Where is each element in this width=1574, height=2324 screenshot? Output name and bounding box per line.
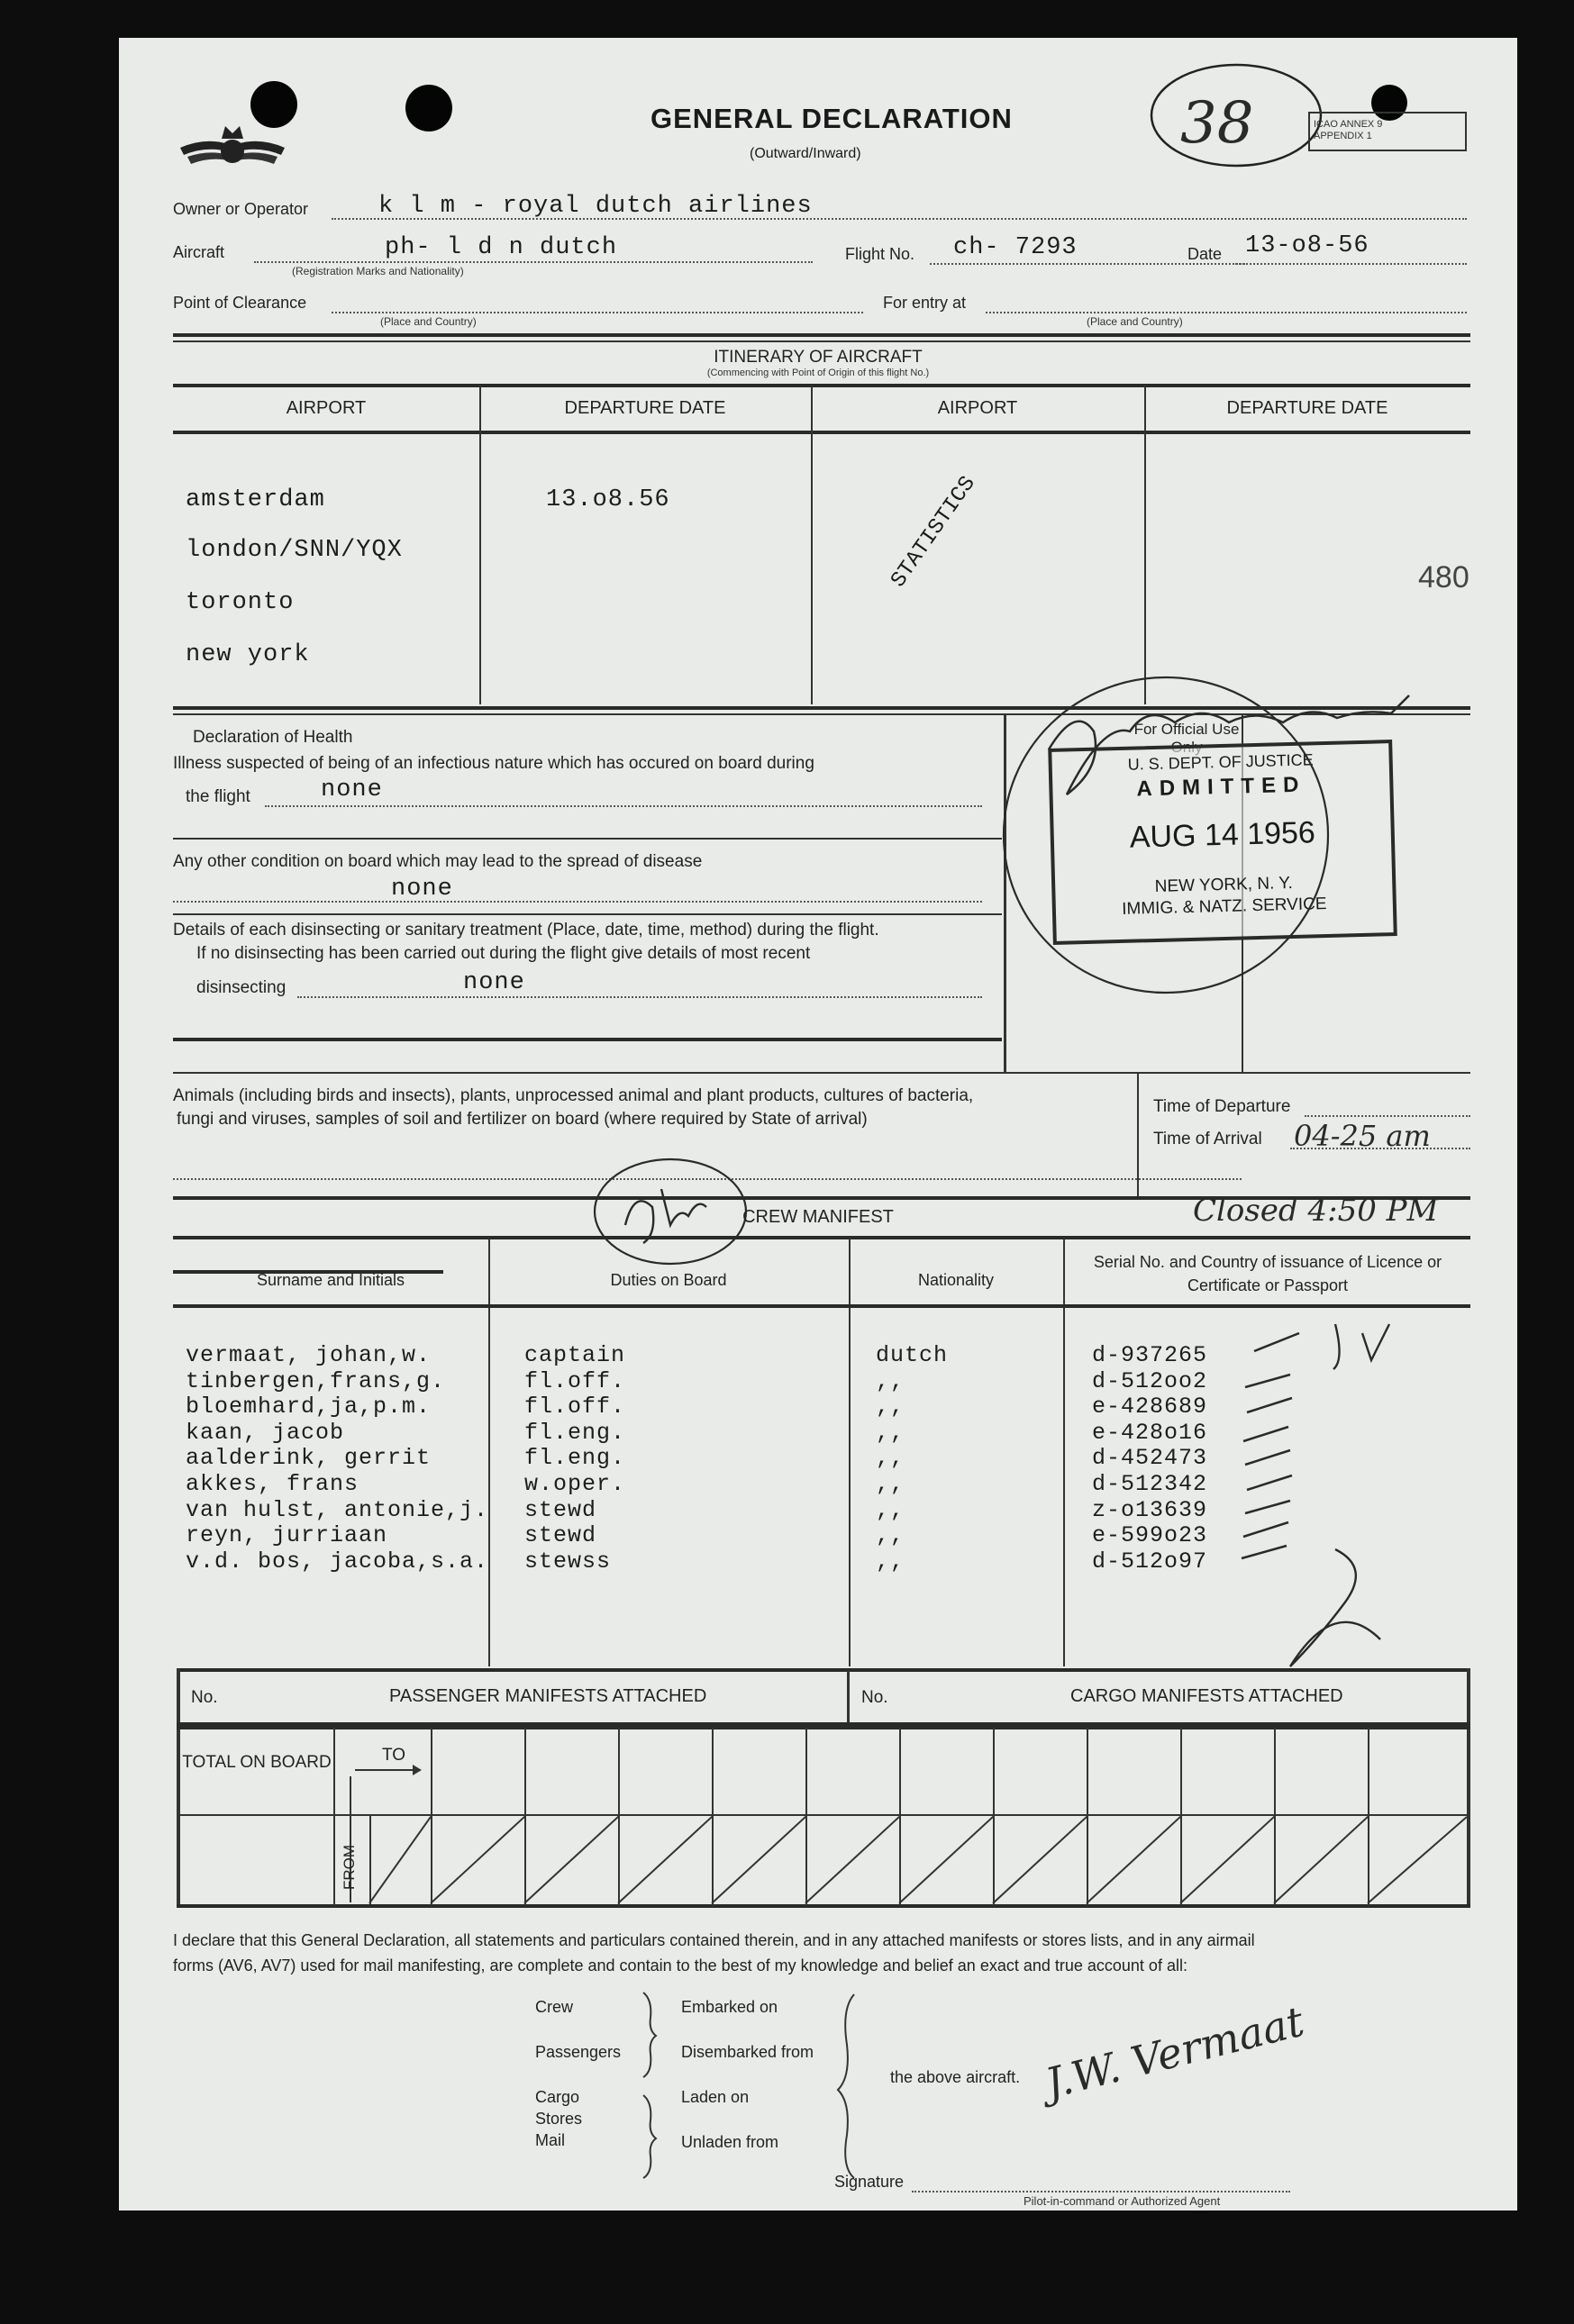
crew-nationality: ,, <box>876 1496 905 1523</box>
crew-serial: d-452473 <box>1092 1445 1208 1472</box>
flight-label: Flight No. <box>845 245 915 263</box>
crew-nationality: ,, <box>876 1393 905 1421</box>
animals-text-2: fungi and viruses, samples of soil and fertilizer on board (where required by State of arrival) <box>177 1110 868 1129</box>
crew-nationality: dutch <box>876 1342 949 1368</box>
aircraft-note: (Registration Marks and Nationality) <box>292 265 464 277</box>
page-number: 38 <box>1180 90 1254 157</box>
health-a1[interactable]: none <box>321 776 383 803</box>
passenger-manifests-title: PASSENGER MANIFESTS ATTACHED <box>389 1686 707 1706</box>
crew-duty: stewd <box>524 1496 597 1523</box>
aircraft-value[interactable]: ph- l d n dutch <box>385 234 618 261</box>
animals-text-1: Animals (including birds and insects), plants, unprocessed animal and plant products, cultures of bacteria, <box>173 1086 974 1105</box>
stamp-dept: U. S. DEPT. OF JUSTICE <box>1127 750 1314 774</box>
form-subtitle: (Outward/Inward) <box>750 146 861 161</box>
crew-name: vermaat, johan,w. <box>186 1342 432 1368</box>
crew-name: akkes, frans <box>186 1471 359 1497</box>
serial-check-marks <box>1236 1297 1416 1693</box>
crew-word: Crew <box>535 1998 574 2016</box>
closed-note: Closed 4:50 PM <box>1193 1193 1439 1229</box>
date-label: Date <box>1187 245 1223 263</box>
cell-diagonal <box>1367 1816 1467 1904</box>
crew-duty: fl.eng. <box>524 1445 626 1472</box>
to-label: TO <box>382 1746 406 1765</box>
health-q1b: the flight <box>186 787 250 806</box>
health-a2[interactable]: none <box>391 876 453 903</box>
signature-note: Pilot-in-command or Authorized Agent <box>1024 2194 1221 2208</box>
health-q1: Illness suspected of being of an infectious nature which has occured on board during <box>173 754 814 773</box>
stores-word: Stores <box>535 2110 583 2128</box>
cargo-no-label: No. <box>861 1688 888 1707</box>
cell-diagonal <box>617 1816 712 1903</box>
entry-label: For entry at <box>883 294 967 312</box>
aircraft-label: Aircraft <box>173 243 225 261</box>
cargo-manifests-title: CARGO MANIFESTS ATTACHED <box>1070 1686 1343 1706</box>
cell-diagonal <box>523 1816 618 1903</box>
declaration-text-1: I declare that this General Declaration, all statements and particulars contained therein, and in any attached manifests or stores lists, and in any airmail <box>173 1931 1255 1949</box>
embarked-word: Embarked on <box>681 1998 778 2016</box>
crew-serial: d-512oo2 <box>1092 1367 1208 1394</box>
itinerary-title: ITINERARY OF AIRCRAFT <box>714 348 923 367</box>
crew-nationality: ,, <box>876 1445 905 1472</box>
crew-duty: captain <box>524 1342 626 1368</box>
health-a3[interactable]: none <box>463 969 525 996</box>
departure-time-label: Time of Departure <box>1153 1097 1291 1116</box>
cell-diagonal <box>711 1816 805 1903</box>
official-use-label: For Official Use <box>1133 721 1240 738</box>
clearance-note: (Place and Country) <box>380 315 477 328</box>
itin-airport: new york <box>186 641 310 668</box>
punch-hole <box>405 85 452 132</box>
itin-airport: amsterdam <box>186 486 325 513</box>
form-title: GENERAL DECLARATION <box>651 103 1013 134</box>
crew-name: kaan, jacob <box>186 1419 345 1446</box>
crew-header-name: Surname and Initials <box>256 1271 405 1289</box>
entry-note: (Place and Country) <box>1087 315 1183 328</box>
total-on-board-label: TOTAL ON BOARD <box>182 1753 332 1772</box>
crew-name: bloemhard,ja,p.m. <box>186 1393 432 1421</box>
crew-serial: d-512342 <box>1092 1471 1208 1497</box>
crew-serial: d-937265 <box>1092 1342 1208 1368</box>
crew-nationality: ,, <box>876 1522 905 1549</box>
to-arrow-icon <box>355 1769 418 1771</box>
arrival-time-label: Time of Arrival <box>1153 1130 1262 1148</box>
klm-crown-logo-icon <box>178 110 287 182</box>
crew-nationality: ,, <box>876 1367 905 1394</box>
crew-nationality: ,, <box>876 1471 905 1497</box>
crew-serial: d-512o97 <box>1092 1548 1208 1575</box>
disembarked-word: Disembarked from <box>681 2043 814 2061</box>
clearance-label: Point of Clearance <box>173 294 307 312</box>
health-q3c: disinsecting <box>196 978 287 997</box>
cell-diagonal <box>1179 1816 1274 1903</box>
itinerary-note: (Commencing with Point of Origin of this flight No.) <box>706 368 930 378</box>
crew-duty: stewd <box>524 1522 597 1549</box>
stamp-date: AUG 14 1956 <box>1129 815 1316 855</box>
stamp-city: NEW YORK, N. Y. <box>1154 873 1294 896</box>
flight-value[interactable]: ch- 7293 <box>953 234 1078 261</box>
cell-diagonal <box>1086 1816 1180 1903</box>
itin-departure-date: 13.o8.56 <box>546 486 670 513</box>
crew-header-nationality: Nationality <box>917 1271 995 1289</box>
arrival-time-value[interactable]: 04-25 am <box>1294 1119 1431 1153</box>
cell-diagonal <box>368 1816 432 1903</box>
crew-header-serial: Serial No. and Country of issuance of Licence or Certificate or Passport <box>1093 1253 1442 1294</box>
health-q2: Any other condition on board which may lead to the spread of disease <box>173 852 703 871</box>
laden-word: Laden on <box>681 2088 750 2106</box>
statistics-stamp: STATISTICS <box>887 472 981 593</box>
icao-reference: ICAO ANNEX 9 APPENDIX 1 <box>1314 119 1383 141</box>
crew-serial: e-428o16 <box>1092 1419 1208 1446</box>
crew-nationality: ,, <box>876 1548 905 1575</box>
captain-signature[interactable]: J.W. Vermaat <box>1040 1996 1309 2108</box>
mail-word: Mail <box>535 2131 566 2149</box>
crew-manifest-title: CREW MANIFEST <box>742 1207 894 1227</box>
crew-duty: stewss <box>524 1548 612 1575</box>
passenger-no-label: No. <box>191 1688 218 1707</box>
crew-duty: fl.off. <box>524 1393 626 1421</box>
crew-duty: w.oper. <box>524 1471 626 1497</box>
crew-serial: e-599o23 <box>1092 1522 1208 1549</box>
itin-airport: london/SNN/YQX <box>186 537 403 564</box>
health-title: Declaration of Health <box>193 728 353 747</box>
crew-name: v.d. bos, jacoba,s.a. <box>186 1548 489 1575</box>
health-q3b: If no disinsecting has been carried out during the flight give details of most recent <box>196 944 811 963</box>
owner-value[interactable]: k l m - royal dutch airlines <box>378 193 813 220</box>
owner-label: Owner or Operator <box>173 200 309 218</box>
above-aircraft-text: the above aircraft. <box>890 2068 1021 2086</box>
crew-name: van hulst, antonie,j. <box>186 1496 489 1523</box>
passengers-word: Passengers <box>535 2043 622 2061</box>
itin-airport: toronto <box>186 589 295 616</box>
unladen-word: Unladen from <box>681 2133 779 2151</box>
cell-diagonal <box>805 1816 899 1903</box>
cell-diagonal <box>898 1816 993 1903</box>
cargo-word: Cargo <box>535 2088 580 2106</box>
crew-duty: fl.off. <box>524 1367 626 1394</box>
crew-nationality: ,, <box>876 1419 905 1446</box>
from-label: FROM <box>341 1844 358 1890</box>
cell-diagonal <box>1273 1816 1368 1903</box>
crew-name: reyn, jurriaan <box>186 1522 388 1549</box>
cell-diagonal <box>430 1816 524 1903</box>
itin-header-date-1: DEPARTURE DATE <box>564 398 726 418</box>
itin-header-date-2: DEPARTURE DATE <box>1226 398 1388 418</box>
declaration-form <box>119 38 1517 2211</box>
itin-header-airport-1: AIRPORT <box>286 398 367 418</box>
itin-header-airport-2: AIRPORT <box>937 398 1018 418</box>
crew-duty: fl.eng. <box>524 1419 626 1446</box>
date-value[interactable]: 13-o8-56 <box>1245 232 1369 259</box>
itin-number: 480 <box>1418 560 1469 595</box>
crew-name: tinbergen,frans,g. <box>186 1367 446 1394</box>
signature-label: Signature <box>834 2173 905 2191</box>
crew-header-duty: Duties on Board <box>610 1271 727 1289</box>
crew-name: aalderink, gerrit <box>186 1445 432 1472</box>
declaration-text-2: forms (AV6, AV7) used for mail manifesting, are complete and contain to the best of my knowledge and belief an exact and true account of all: <box>173 1956 1187 1974</box>
crew-serial: e-428689 <box>1092 1393 1208 1421</box>
stamp-service: IMMIG. & NATZ. SERVICE <box>1121 894 1327 919</box>
handwritten-annotation <box>995 668 1463 1002</box>
health-q3: Details of each disinsecting or sanitary treatment (Place, date, time, method) during the flight. <box>173 921 879 940</box>
crew-serial: z-o13639 <box>1092 1496 1208 1523</box>
cell-diagonal <box>992 1816 1087 1903</box>
stamp-status: ADMITTED <box>1136 772 1306 802</box>
